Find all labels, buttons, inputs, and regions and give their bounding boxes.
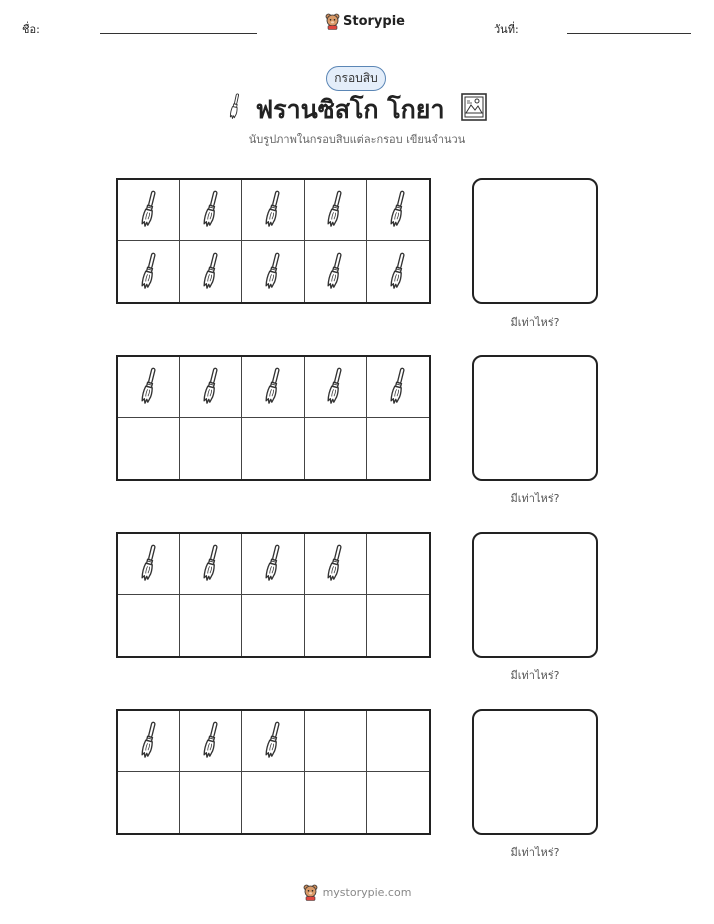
ten-frame-cell: [242, 180, 304, 241]
answer-box-4[interactable]: [472, 709, 598, 835]
ten-frame-cell: [305, 711, 367, 772]
date-line[interactable]: [567, 33, 691, 34]
paintbrush-icon: [263, 367, 283, 407]
painting-icon: [461, 93, 487, 121]
ten-frame-1: [116, 178, 431, 304]
brand-name: Storypie: [343, 14, 405, 29]
ten-frame-cell: [180, 772, 242, 833]
paintbrush-icon: [388, 367, 408, 407]
ten-frame-cell: [305, 772, 367, 833]
paintbrush-icon: [325, 252, 345, 292]
answer-box-3[interactable]: [472, 532, 598, 658]
ten-frame-cell: [118, 418, 180, 479]
ten-frame-cell: [305, 418, 367, 479]
ten-frame-cell: [367, 241, 429, 302]
ten-frame-cell: [305, 180, 367, 241]
ten-frame-cell: [242, 418, 304, 479]
ten-frame-2: [116, 355, 431, 481]
paintbrush-icon: [263, 252, 283, 292]
question-label-1: มีเท่าไหร่?: [510, 316, 560, 329]
ten-frame-cell: [118, 534, 180, 595]
answer-box-2[interactable]: [472, 355, 598, 481]
ten-frame-cell: [118, 711, 180, 772]
ten-frame-cell: [118, 357, 180, 418]
topic-badge: กรอบสิบ: [326, 66, 386, 91]
ten-frame-3: [116, 532, 431, 658]
name-line[interactable]: [100, 33, 257, 34]
paintbrush-icon: [325, 544, 345, 584]
paintbrush-icon: [325, 367, 345, 407]
paintbrush-icon: [263, 544, 283, 584]
ten-frame-cell: [242, 595, 304, 656]
paintbrush-icon: [139, 367, 159, 407]
ten-frame-cell: [242, 241, 304, 302]
paintbrush-icon: [325, 190, 345, 230]
ten-frame-cell: [367, 595, 429, 656]
paintbrush-icon: [388, 252, 408, 292]
instructions: นับรูปภาพในกรอบสิบแต่ละกรอบ เขียนจำนวน: [248, 133, 466, 146]
paintbrush-icon: [201, 190, 221, 230]
ten-frame-cell: [180, 180, 242, 241]
ten-frame-cell: [118, 595, 180, 656]
ten-frame-cell: [180, 357, 242, 418]
ten-frame-cell: [305, 241, 367, 302]
ten-frame-4: [116, 709, 431, 835]
question-label-3: มีเท่าไหร่?: [510, 669, 560, 682]
ten-frame-cell: [367, 534, 429, 595]
ten-frame-cell: [242, 772, 304, 833]
paintbrush-icon: [225, 91, 245, 123]
ten-frame-cell: [180, 711, 242, 772]
ten-frame-cell: [305, 595, 367, 656]
paintbrush-icon: [201, 544, 221, 584]
question-label-4: มีเท่าไหร่?: [510, 846, 560, 859]
ten-frame-cell: [180, 418, 242, 479]
footer: [0, 884, 714, 901]
question-label-2: มีเท่าไหร่?: [510, 492, 560, 505]
ten-frame-cell: [305, 357, 367, 418]
ten-frame-cell: [305, 534, 367, 595]
paintbrush-icon: [263, 190, 283, 230]
ten-frame-cell: [367, 418, 429, 479]
paintbrush-icon: [388, 190, 408, 230]
ten-frame-cell: [118, 180, 180, 241]
paintbrush-icon: [139, 252, 159, 292]
ten-frame-cell: [242, 357, 304, 418]
ten-frame-cell: [180, 595, 242, 656]
footer-url: mystorypie.com: [322, 886, 412, 899]
paintbrush-icon: [263, 721, 283, 761]
ten-frame-cell: [367, 711, 429, 772]
ten-frame-cell: [180, 241, 242, 302]
ten-frame-cell: [367, 357, 429, 418]
worksheet-title: [0, 92, 714, 130]
ten-frame-cell: [242, 534, 304, 595]
ten-frame-grid: [116, 355, 431, 481]
ten-frame-grid: [116, 709, 431, 835]
paintbrush-icon: [201, 721, 221, 761]
date-label: วันที่:: [494, 23, 519, 36]
brand-logo: [325, 13, 405, 30]
bear-logo-icon: [303, 884, 318, 901]
ten-frame-cell: [118, 772, 180, 833]
ten-frame-cell: [180, 534, 242, 595]
ten-frame-grid: [116, 178, 431, 304]
paintbrush-icon: [201, 367, 221, 407]
ten-frame-cell: [118, 241, 180, 302]
title-painting-icon: [461, 93, 487, 129]
paintbrush-icon: [201, 252, 221, 292]
ten-frame-cell: [367, 180, 429, 241]
bear-logo-icon: [325, 13, 340, 30]
paintbrush-icon: [139, 544, 159, 584]
title-text: ฟรานซิสโก โกยา: [255, 95, 445, 124]
answer-box-1[interactable]: [472, 178, 598, 304]
ten-frame-grid: [116, 532, 431, 658]
paintbrush-icon: [139, 190, 159, 230]
ten-frame-cell: [367, 772, 429, 833]
name-label: ชื่อ:: [22, 23, 40, 36]
title-brush-icon: [224, 91, 246, 131]
paintbrush-icon: [139, 721, 159, 761]
ten-frame-cell: [242, 711, 304, 772]
